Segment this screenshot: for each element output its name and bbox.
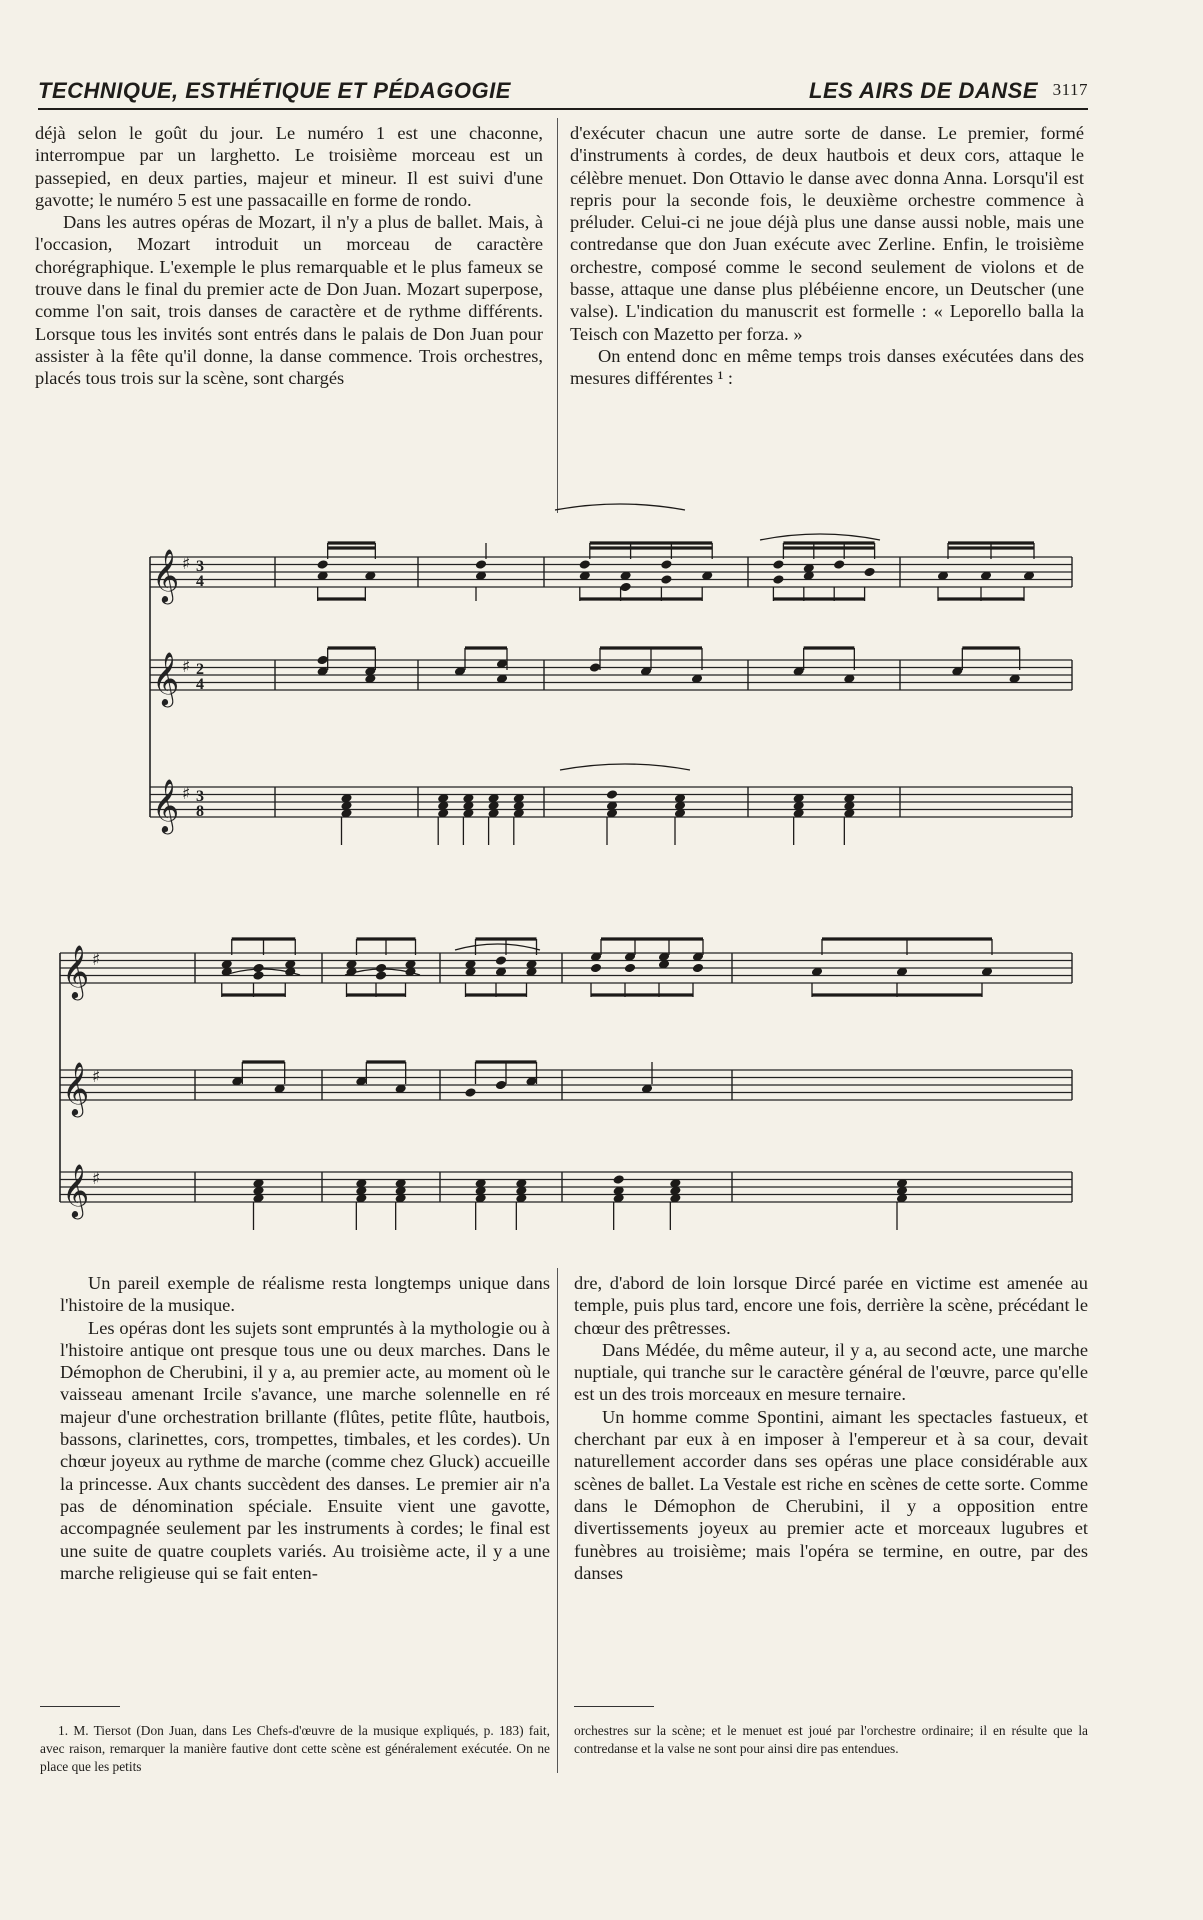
time-signature-denominator: 4: [196, 573, 204, 590]
note-head: [589, 662, 601, 673]
time-signature-numerator: 3: [196, 788, 204, 805]
sharp-key-signature-icon: ♯: [182, 657, 191, 677]
note-head: [772, 559, 784, 570]
note-head: [660, 574, 672, 585]
treble-clef-icon: 𝄞: [152, 651, 180, 705]
note-head: [692, 963, 704, 974]
treble-clef-icon: 𝄞: [62, 1061, 90, 1115]
sharp-key-signature-icon: ♯: [92, 1067, 101, 1087]
paragraph: Les opéras dont les sujets sont empruntés à la mythologie ou à l'histoire antique ont presque tous une ou deux marches. Dans le Démophon de Cherubini, il y a, au premier acte, au moment où le vaisseau amenant Ircile s'avance, une marche solennelle en ré majeur d'une orchestration brillante (flûtes, petite flûte, hautbois, bassons, clarinettes, cors, trompettes, timbales, et les cordes). Un chœur joyeux au rythme de marche (comme chez Gluck) accueille la princesse. Aux chants succèdent des danses. Le premier air n'a pas de dénomination spéciale. Ensuite vient une gavotte, accompagnée seulement par les instruments à cordes; le final est une suite de quatre couplets variés. Au troisième acte, il y a une marche religieuse qui se fait enten-: [60, 1317, 550, 1583]
note-head: [863, 567, 875, 578]
note-head: [464, 1087, 476, 1098]
paragraph: dre, d'abord de loin lorsque Dircé parée en victime est amenée au temple, puis plus tard, encore une fois, derrière la scène, précédant le chœur des prêtresses.: [574, 1273, 1088, 1338]
note-head: [316, 655, 328, 666]
time-signature-denominator: 4: [196, 676, 204, 693]
note-head: [660, 559, 672, 570]
sharp-key-signature-icon: ♯: [182, 554, 191, 574]
slur: [555, 504, 685, 510]
sharp-key-signature-icon: ♯: [92, 950, 101, 970]
paragraph: d'exécuter chacun une autre sorte de danse. Le premier, formé d'instruments à cordes, de deux hautbois et deux cors, attaque le célèbre menuet. Don Ottavio le danse avec donna Anna. Lorsqu'il est repris pour la seconde fois, le deuxième orchestre commence à préluder. Celui-ci ne joue déjà plus une danse aussi noble, mais une contredanse que don Juan exécute avec Zerline. Enfin, le troisième orchestre, composé comme le second seulement de violons et de basse, attaque une danse plus plébéienne encore, un Deutscher (une valse). L'indication du manuscrit est formelle : « Leporello balla la Teisch con Mazetto per forza. »: [570, 123, 1084, 344]
note-head: [590, 963, 602, 974]
paragraph: Un pareil exemple de réalisme resta longtemps unique dans l'histoire de la musique.: [60, 1273, 550, 1316]
page-number: 3117: [1052, 80, 1088, 99]
note-head: [619, 582, 631, 593]
footnote-text: 1. M. Tiersot (Don Juan, dans Les Chefs-d'œuvre de la musique expliqués, p. 183) fait, avec raison, remarquer la manière fautive dont cette scène est généralement exécutée. On ne place que les petits: [40, 1723, 550, 1774]
running-head-right: LES AIRS DE DANSE: [809, 78, 1038, 103]
footnote-rule: [40, 1706, 120, 1707]
footnote-right: [574, 1722, 1088, 1758]
note-head: [606, 789, 618, 800]
note-head: [475, 559, 487, 570]
slur: [455, 944, 540, 950]
note-head: [612, 1174, 624, 1185]
slur: [560, 764, 690, 770]
time-signature-denominator: 8: [196, 803, 204, 820]
note-head: [579, 559, 591, 570]
footnote-rule: [574, 1706, 654, 1707]
paragraph: Dans les autres opéras de Mozart, il n'y a plus de ballet. Mais, à l'occasion, Mozart introduit un morceau de caractère chorégraphique. L'exemple le plus remarquable et le plus fameux se trouve dans le final du premier acte de Don Juan. Mozart superpose, comme l'on sait, trois danses de caractère et de rythme différents. Lorsque tous les invités sont entrés dans le palais de Don Juan pour assister à la fête qu'il donne, la danse commence. Trois orchestres, placés tous trois sur la scène, sont chargés: [35, 212, 543, 389]
treble-clef-icon: 𝄞: [62, 1163, 90, 1217]
running-head-left: TECHNIQUE, ESTHÉTIQUE ET PÉDAGOGIE: [38, 78, 511, 103]
treble-clef-icon: 𝄞: [62, 944, 90, 998]
note-head: [495, 955, 507, 966]
paragraph: Un homme comme Spontini, aimant les spectacles fastueux, et cherchant par eux à en imposer à l'empereur et à sa cour, devait naturellement accorder dans ses opéras une place considérable aux scènes de ballet. La Vestale est riche en scènes de cette sorte. Comme dans le Démophon de Cherubini, il y a opposition entre divertissements joyeux au premier acte et morceaux lugubres et funèbres au troisième; mais l'opéra se termine, en outre, par des danses: [574, 1406, 1088, 1583]
note-head: [833, 559, 845, 570]
time-signature-numerator: 3: [196, 558, 204, 575]
sharp-key-signature-icon: ♯: [182, 784, 191, 804]
note-head: [316, 559, 328, 570]
note-head: [375, 970, 387, 981]
paragraph: Dans Médée, du même auteur, il y a, au second acte, une marche nuptiale, qui tranche sur le caractère général de l'œuvre, parce qu'elle est un des trois morceaux en mesure ternaire.: [574, 1339, 1088, 1405]
treble-clef-icon: 𝄞: [152, 548, 180, 602]
score-notes: [221, 504, 1036, 1230]
note-head: [624, 963, 636, 974]
footnote-left: [40, 1722, 550, 1776]
bottom-right-column: [574, 1272, 1088, 1584]
treble-clef-icon: 𝄞: [152, 778, 180, 832]
note-head: [772, 574, 784, 585]
paragraph: déjà selon le goût du jour. Le numéro 1 est une chaconne, interrompue par un larghetto. Le troisième morceau est un passepied, en deux parties, majeur et mineur. Il est suivi d'une gavotte; le numéro 5 est une passacaille en forme de rondo.: [35, 123, 543, 210]
note-head: [495, 1080, 507, 1091]
footnote-text: orchestres sur la scène; et le menuet est joué par l'orchestre ordinaire; il en résulte que la contredanse et la valse ne sont pour ainsi dire pas entendues.: [574, 1723, 1088, 1756]
bottom-left-column: [60, 1272, 550, 1584]
score-staves: [60, 548, 1072, 1219]
column-divider: [557, 1268, 558, 1773]
paragraph: On entend donc en même temps trois danses exécutées dans des mesures différentes ¹ :: [570, 345, 1084, 389]
sharp-key-signature-icon: ♯: [92, 1169, 101, 1189]
time-signature-numerator: 2: [196, 661, 204, 678]
note-head: [252, 970, 264, 981]
slur: [760, 534, 880, 540]
